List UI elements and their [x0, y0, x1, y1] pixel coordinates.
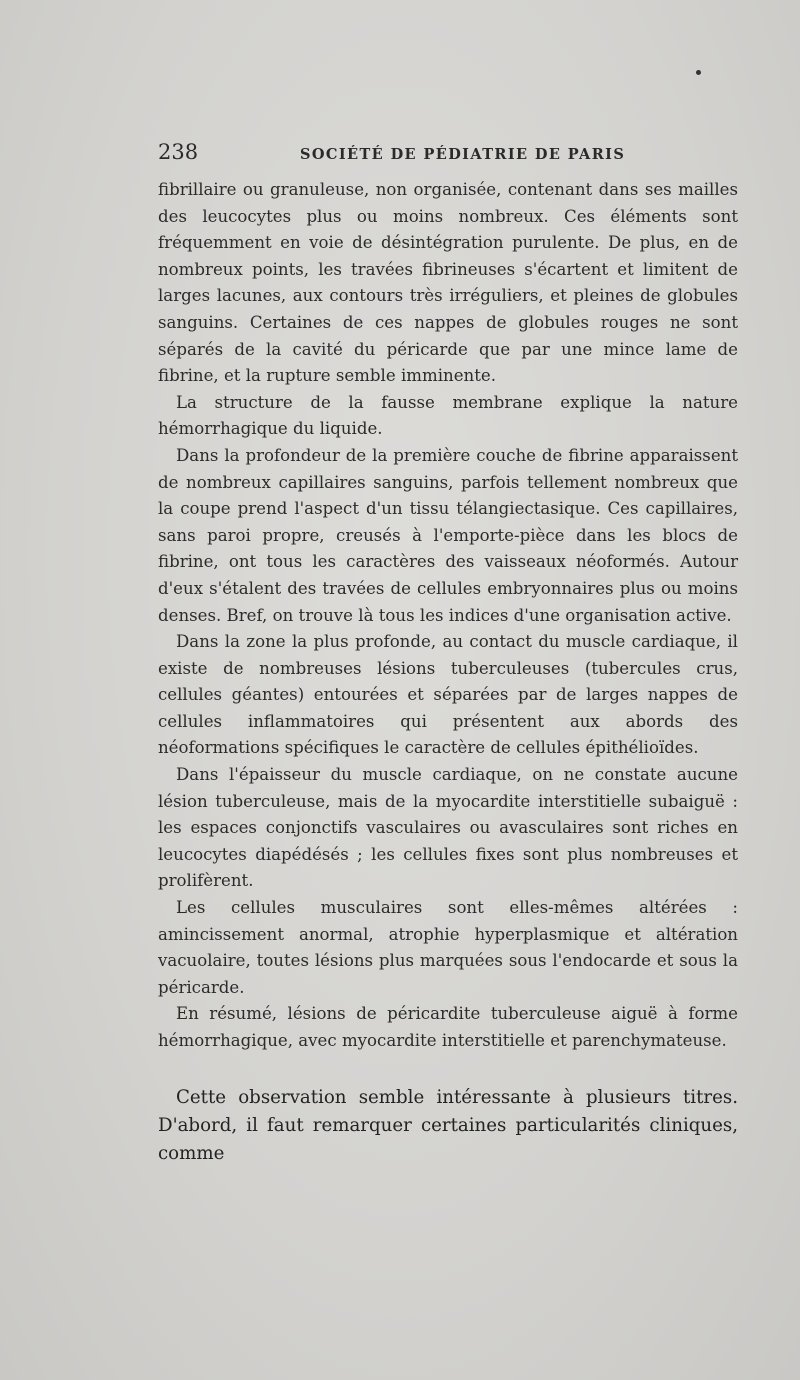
- paragraph-2: [140, 390, 738, 443]
- closing-text: Cette observation semble intéressante à plusieurs titres. D'abord, il faut remarquer certaines particularités cliniques, comme: [158, 1087, 738, 1164]
- running-head: SOCIÉTÉ DE PÉDIATRIE DE PARIS: [300, 146, 626, 163]
- paragraph-3: [158, 443, 738, 629]
- paragraph-4: [158, 629, 738, 762]
- body-text: [158, 177, 738, 1055]
- paragraph-4-text: Dans la zone la plus profonde, au contact du muscle cardiaque, il existe de nombreuses lésions tuberculeuses (tubercules crus, cellules géantes) entourées et séparées par de larges nappes de cellules inflammatoires qui présentent aux abords des néoformations spécifiques le caractère de cellules épithélioïdes.: [158, 632, 738, 758]
- paragraph-6: [158, 895, 738, 1001]
- paragraph-3-text: Dans la profondeur de la première couche de fibrine apparaissent de nombreux capillaires sanguins, parfois tellement nombreux que la coupe prend l'aspect d'un tissu télangiectasique. Ces capillaires, sans paroi propre, creusés à l'emporte-pièce dans les blocs de fibrine, ont tous les caractères des vaisseaux néoformés. Autour d'eux s'étalent des travées de cellules embryonnaires plus ou moins denses. Bref, on trouve là tous les indices d'une organisation active.: [158, 445, 738, 625]
- page-number: 238: [158, 140, 199, 164]
- closing-paragraph: [158, 1084, 738, 1168]
- page-header: [158, 140, 738, 168]
- paragraph-7-text: En résumé, lésions de péricardite tuberculeuse aiguë à forme hémorrhagique, avec myocardite interstitielle et parenchymateuse.: [158, 1004, 738, 1050]
- ink-speck: [696, 70, 701, 75]
- paragraph-1: fibrillaire ou granuleuse, non organisée, contenant dans ses mailles des leucocytes plus ou moins nombreux. Ces éléments sont fréquemment en voie de désintégration purulente. De plus, en de nombreux points, les travées fibrineuses s'écartent et limitent de larges lacunes, aux contours très irréguliers, et pleines de globules sanguins. Certaines de ces nappes de globules rouges ne sont séparés de la cavité du péricarde que par une mince lame de fibrine, et la rupture semble imminente.: [158, 180, 738, 386]
- paragraph-6-text: Les cellules musculaires sont elles-mêmes altérées : amincissement anormal, atrophie hyperplasmique et altération vacuolaire, toutes lésions plus marquées sous l'endocarde et sous la péricarde.: [158, 898, 738, 997]
- paragraph-5: [158, 762, 738, 895]
- paragraph-7: [158, 1001, 738, 1054]
- paragraph-2-text: La structure de la fausse membrane explique la nature hémorrhagique du liquide.: [158, 392, 738, 439]
- paragraph-5-text: Dans l'épaisseur du muscle cardiaque, on ne constate aucune lésion tuberculeuse, mais de la myocardite interstitielle subaiguë : les espaces conjonctifs vasculaires ou avasculaires sont riches en leucocytes diapédésés ; les cellules fixes sont plus nombreuses et prolifèrent.: [158, 765, 738, 891]
